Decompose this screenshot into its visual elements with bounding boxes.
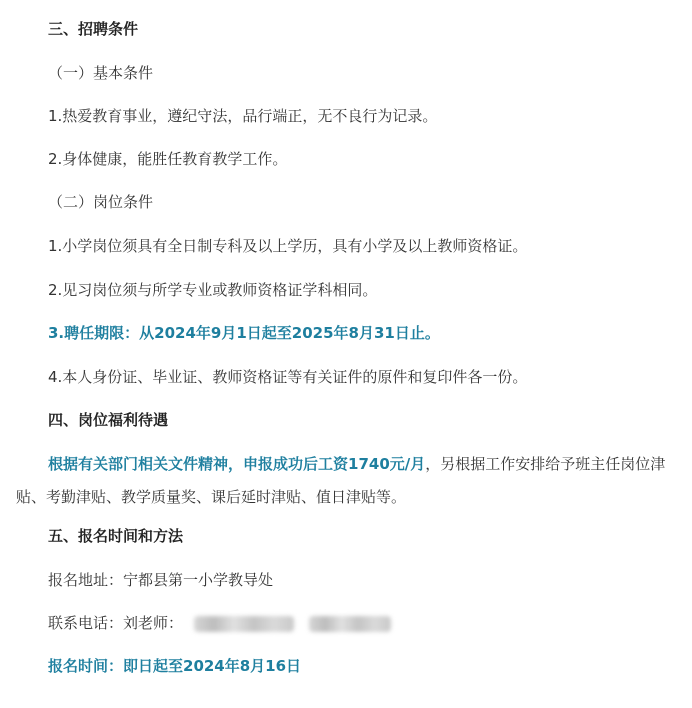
redacted-phone-number-1	[194, 616, 294, 632]
basic-condition-1: 1.热爱教育事业，遵纪守法，品行端正，无不良行为记录。	[48, 107, 438, 125]
welfare-salary-highlight: 根据有关部门相关文件精神，申报成功后工资1740元/月	[48, 455, 426, 473]
section-title-welfare: 四、岗位福利待遇	[48, 411, 169, 429]
redacted-phone-number-2	[309, 616, 391, 632]
contact-phone-row	[48, 613, 391, 633]
registration-address: 报名地址：宁都县第一小学教导处	[48, 571, 274, 589]
post-condition-3-term: 3.聘任期限：从2024年9月1日起至2025年8月31日止。	[48, 324, 440, 342]
post-condition-2: 2.见习岗位须与所学专业或教师资格证学科相同。	[48, 281, 378, 299]
section-title-registration: 五、报名时间和方法	[48, 527, 184, 545]
registration-time: 报名时间：即日起至2024年8月16日	[48, 657, 302, 675]
basic-condition-2: 2.身体健康，能胜任教育教学工作。	[48, 150, 288, 168]
contact-phone-label: 联系电话：刘老师：	[48, 614, 184, 632]
welfare-allowances-text: ，另根据工作安排给予班主任岗位津贴、考勤津贴、教学质量奖、课后延时津贴、值日津贴等。	[16, 455, 666, 506]
welfare-paragraph	[16, 448, 680, 514]
section-title-recruitment-conditions: 三、招聘条件	[48, 20, 139, 38]
subsection-title-post-conditions: （二）岗位条件	[48, 193, 154, 211]
subsection-title-basic-conditions: （一）基本条件	[48, 64, 154, 82]
post-condition-4: 4.本人身份证、毕业证、教师资格证等有关证件的原件和复印件各一份。	[48, 368, 528, 386]
post-condition-1: 1.小学岗位须具有全日制专科及以上学历，具有小学及以上教师资格证。	[48, 237, 528, 255]
